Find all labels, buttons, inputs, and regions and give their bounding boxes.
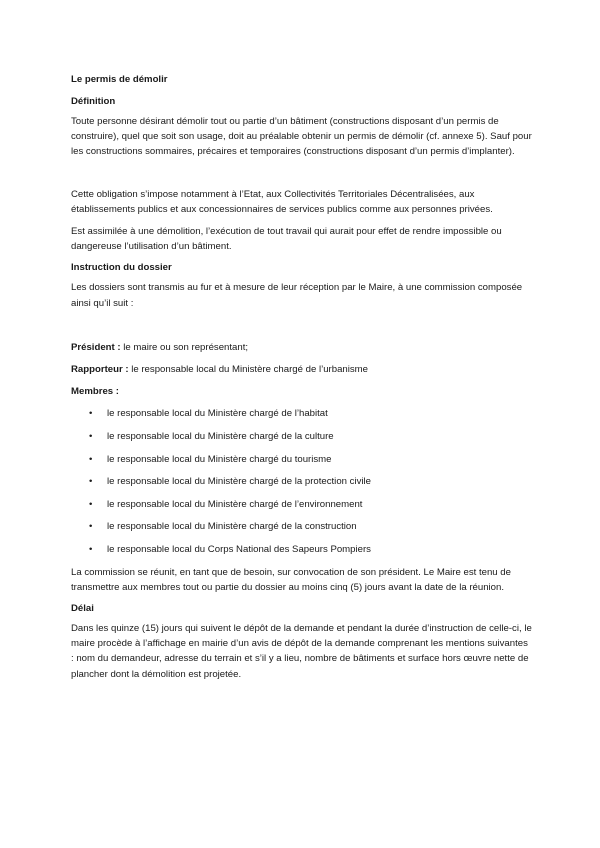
list-item [71, 474, 533, 489]
bullet-icon: • [89, 498, 93, 510]
member-text: le responsable local du Ministère chargé du tourisme [107, 453, 332, 465]
list-item [71, 429, 533, 444]
document-body [71, 73, 533, 689]
member-text: le responsable local du Corps National des Sapeurs Pompiers [107, 544, 371, 555]
definition-paragraph-1: Toute personne désirant démolir tout ou partie d’un bâtiment (constructions disposant d’un permis de construire), quel que soit son usage, doit au préalable obtenir un permis de démolir (cf. annexe 5). Sauf pour les constructions sommaires, précaires et temporaires (constructions disposant d’un permis d’implanter). [71, 116, 532, 158]
member-text: le responsable local du Ministère chargé de l’habitat [107, 408, 328, 420]
list-item [71, 406, 533, 421]
rapporteur-label: Rapporteur : [71, 364, 129, 376]
list-item [71, 542, 533, 557]
instruction-heading: Instruction du dossier [71, 262, 172, 274]
spacer [71, 167, 533, 187]
bullet-icon: • [89, 476, 93, 488]
members-line [71, 384, 533, 399]
bullet-icon: • [89, 544, 93, 555]
list-item [71, 452, 533, 467]
member-text: le responsable local du Ministère chargé de la construction [107, 521, 357, 533]
list-item [71, 519, 533, 534]
bullet-icon: • [89, 453, 93, 465]
president-value: le maire ou son représentant; [120, 341, 249, 353]
spacer [71, 318, 533, 340]
rapporteur-value: le responsable local du Ministère chargé de l’urbanisme [128, 364, 369, 376]
bullet-icon: • [89, 521, 93, 533]
members-label: Membres : [71, 386, 119, 398]
bullet-icon: • [89, 408, 93, 420]
definition-paragraph-3: Est assimilée à une démolition, l’exécution de tout travail qui aurait pour effet de rendre impossible ou dangereuse l’utilisation d’un bâtiment. [71, 226, 502, 253]
definition-heading: Définition [71, 96, 116, 107]
delai-heading: Délai [71, 603, 94, 614]
list-item [71, 497, 533, 512]
rapporteur-line [71, 362, 533, 377]
member-text: le responsable local du Ministère chargé de la protection civile [107, 476, 371, 488]
bullet-icon: • [89, 431, 93, 443]
definition-paragraph-2: Cette obligation s’impose notamment à l’Etat, aux Collectivités Territoriales Décentralisées, aux établissements publics et aux concessionnaires de services publics comme aux personnes privées. [71, 188, 493, 215]
document-title: Le permis de démolir [71, 74, 168, 85]
president-line [71, 340, 533, 355]
members-list [71, 406, 533, 557]
instruction-paragraph-2: La commission se réunit, en tant que de besoin, sur convocation de son président. Le Maire est tenu de transmettre aux membres tout ou partie du dossier au moins cinq (5) jours avant la date de la réunion. [71, 566, 511, 593]
delai-paragraph-1: Dans les quinze (15) jours qui suivent le dépôt de la demande et pendant la durée d’instruction de celle-ci, le maire procède à l’affichage en mairie d’un avis de dépôt de la demande comprenant les mentions suivantes : nom du demandeur, adresse du terrain et s’il y a lieu, nombre de bâtiments et surface hors œuvre nette de plancher dont la démolition est projetée. [71, 623, 532, 680]
member-text: le responsable local du Ministère chargé de la culture [107, 431, 334, 443]
instruction-paragraph-1: Les dossiers sont transmis au fur et à mesure de leur réception par le Maire, à une commission composée ainsi qu’il suit : [71, 282, 523, 309]
president-label: Président : [71, 341, 121, 353]
member-text: le responsable local du Ministère chargé de l’environnement [107, 498, 363, 510]
